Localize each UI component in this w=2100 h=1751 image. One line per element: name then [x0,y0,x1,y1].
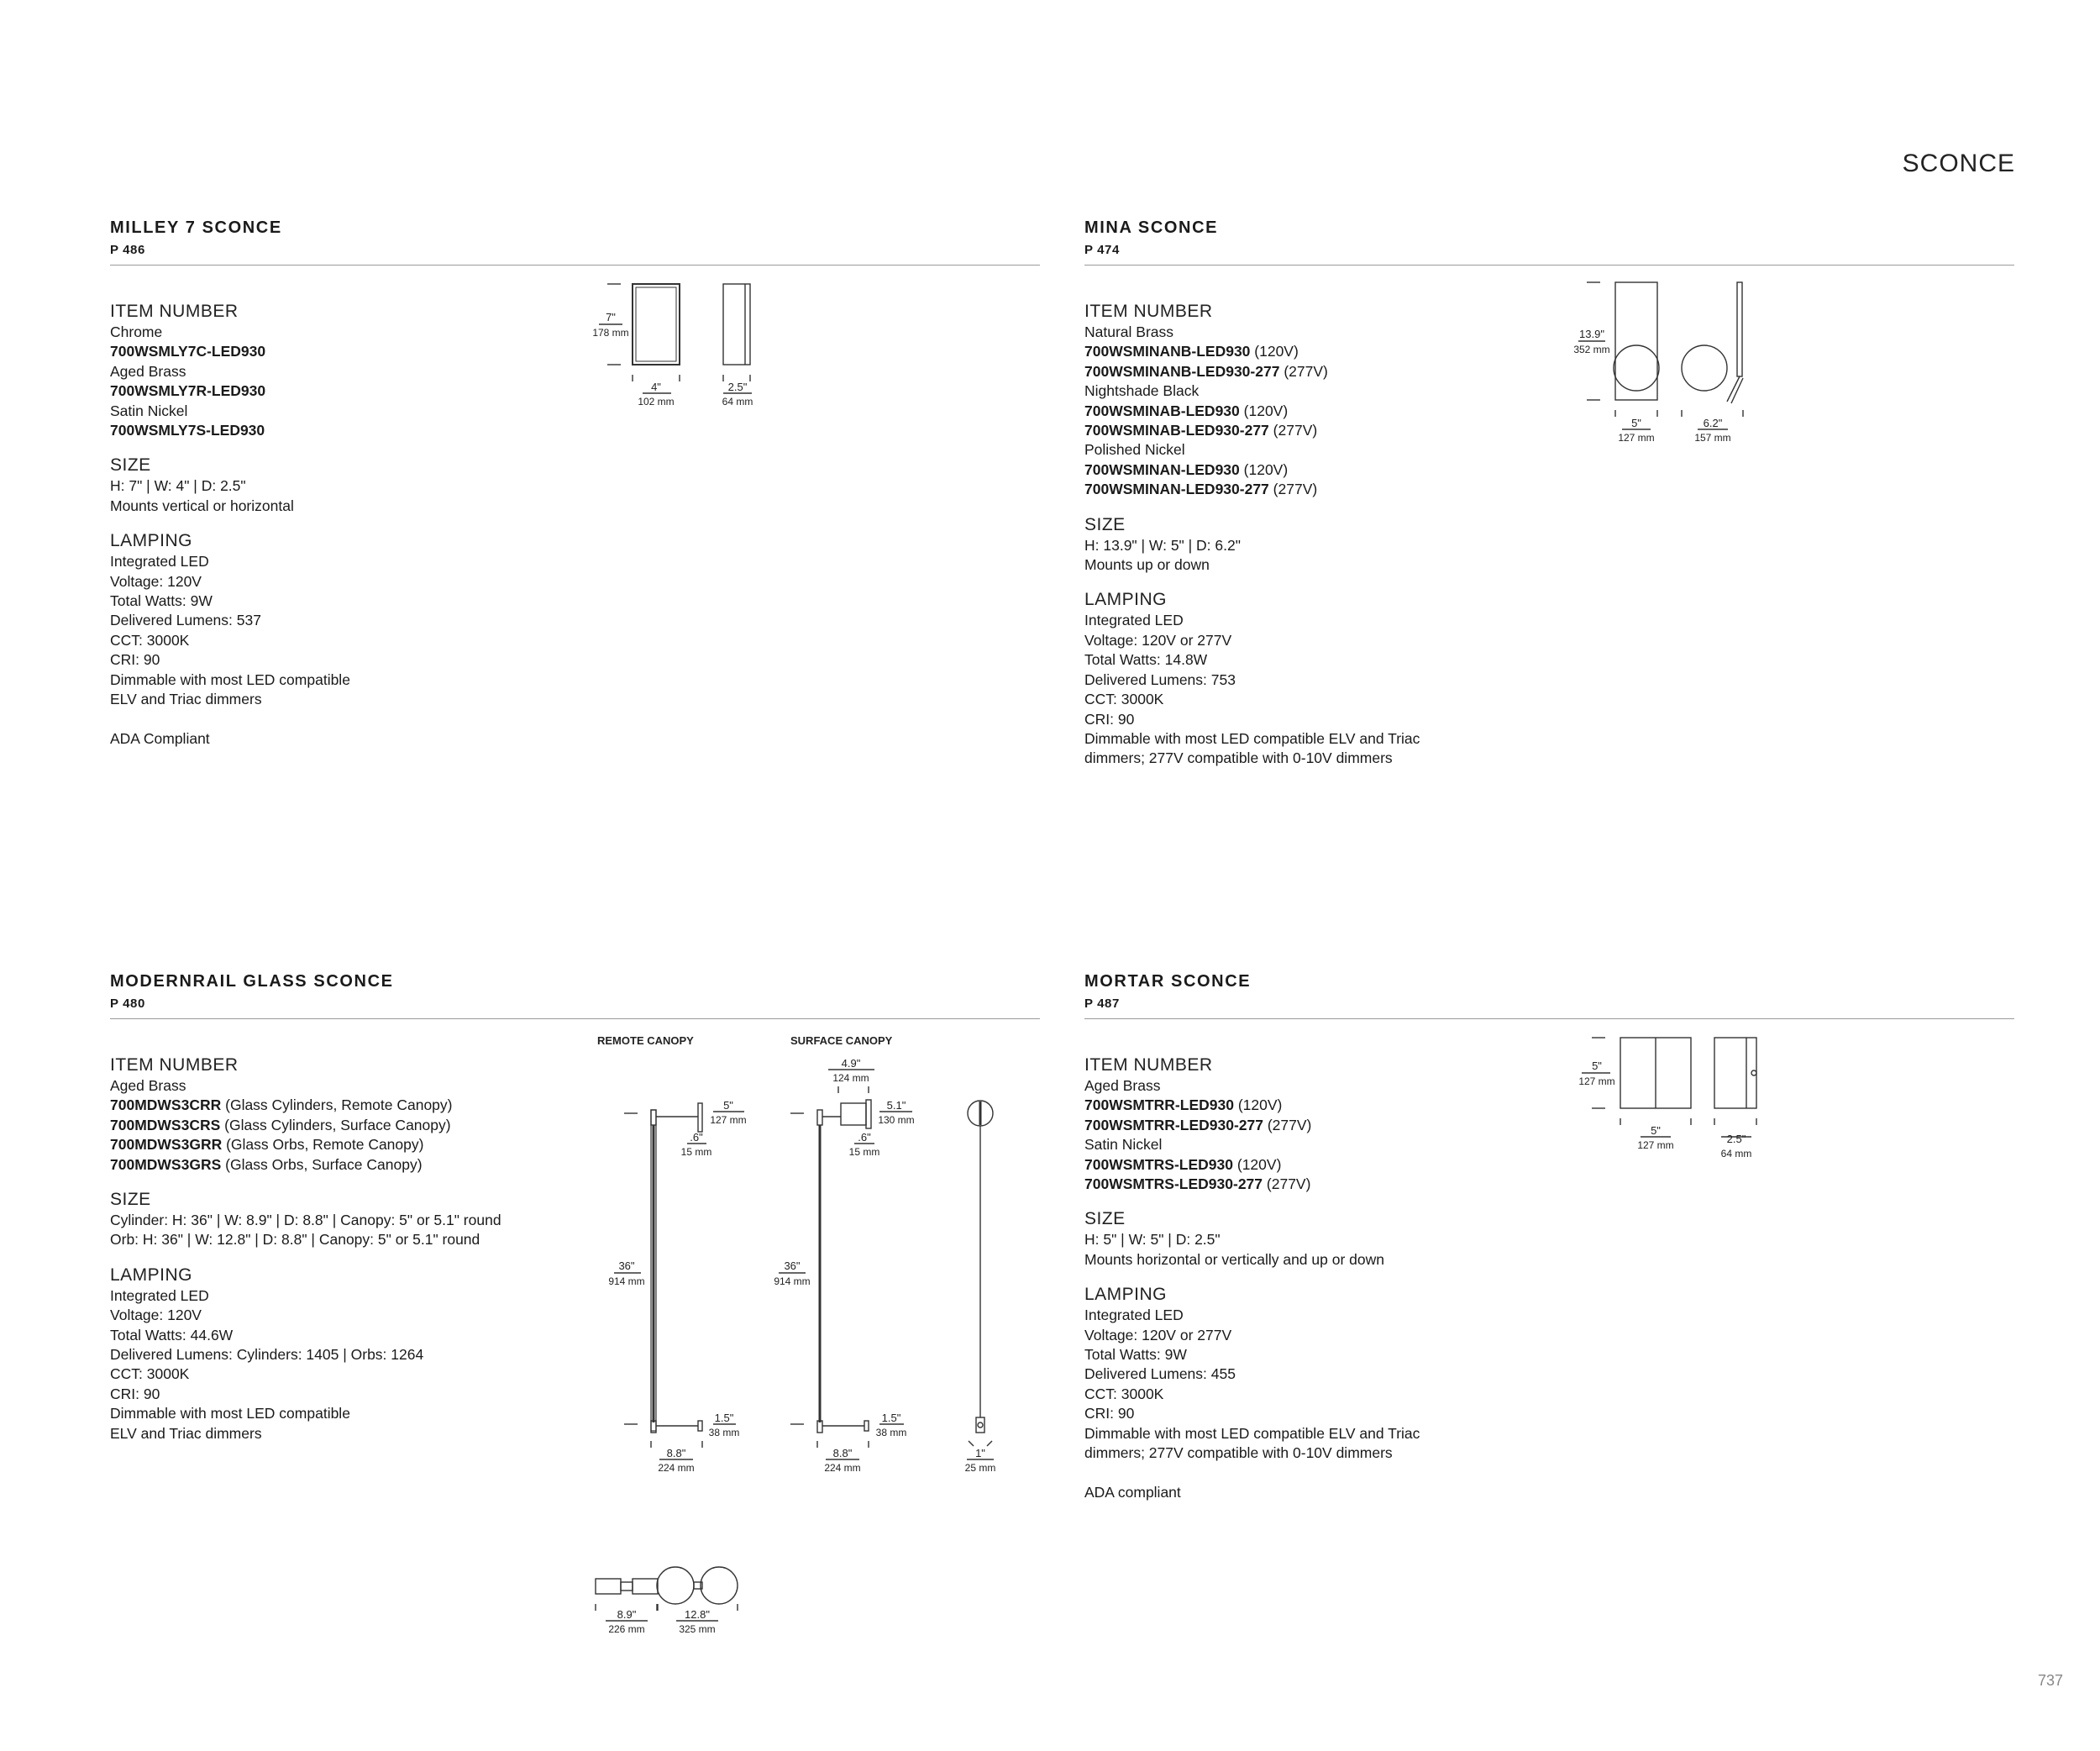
dim-bracket-mm: 38 mm [875,1427,907,1438]
dim-height: 36" [784,1259,801,1272]
dim-canopy-surface: 5.1" [886,1099,906,1112]
dim-canopy-remote-mm: 127 mm [710,1114,747,1126]
dim-height-mm: 914 mm [608,1275,645,1287]
product-header [110,970,1040,1019]
product-name: MODERNRAIL GLASS SCONCE [110,972,394,991]
dim-orb-width: 12.8" [685,1608,710,1621]
sku-code: 700WSMINAB-LED930-277 [1084,422,1269,439]
dim-height-mm: 914 mm [774,1275,811,1287]
dim-bracket: 1.5" [714,1412,734,1424]
lamping-line: Integrated LED [110,1286,209,1304]
lamping-line: Dimmable with most LED compatible [110,670,350,688]
size-line: H: 13.9" | W: 5" | D: 6.2" [1084,536,1241,554]
sku-note: (120V) [1243,402,1289,419]
lamping-line: Delivered Lumens: 753 [1084,670,1236,688]
lamping-line: Integrated LED [1084,1307,1184,1324]
lamping-line: CCT: 3000K [1084,691,1164,708]
dimension-drawing [589,1029,1059,1635]
spacer [110,710,631,729]
sku-code: 700WSMLY7S-LED930 [110,422,265,439]
finish-name: Satin Nickel [1084,1136,1163,1154]
dimension-drawing [1563,276,1782,473]
dim-width-mm: 102 mm [638,396,675,408]
size-line: Mounts up or down [1084,556,1210,574]
lamping-line: Integrated LED [110,553,209,571]
remote-canopy-label: REMOTE CANOPY [597,1034,694,1047]
dim-depth-mm: 64 mm [1720,1148,1752,1159]
dim-rod-mm: 25 mm [964,1462,996,1474]
lamping-line: dimmers; 277V compatible with 0-10V dimmers [1084,749,1393,767]
sku-line [1084,1096,1605,1115]
sku-code: 700MDWS3CRR [110,1096,222,1114]
lamping-line: CCT: 3000K [110,631,190,649]
finish-name: Aged Brass [110,362,186,380]
compliance-note: ADA compliant [1084,1483,1181,1501]
lamping-line: Voltage: 120V or 277V [1084,631,1232,649]
dim-depth: 8.8" [666,1447,686,1459]
item-number-label: ITEM NUMBER [1084,302,1213,321]
product-modernrail [110,970,1040,1635]
lamping-line: Total Watts: 9W [110,592,213,610]
size-label: SIZE [1084,1209,1126,1229]
sku-note: (277V) [1267,1116,1312,1133]
lamping-line: Dimmable with most LED compatible ELV and Triac [1084,1424,1420,1442]
product-name: MINA SCONCE [1084,218,1219,237]
dim-rod: 1" [975,1447,985,1459]
product-specs [110,1054,631,1443]
item-number-label: ITEM NUMBER [110,302,239,321]
dim-canopy-surface-w-mm: 124 mm [832,1072,869,1084]
sku-note: (120V) [1243,460,1289,478]
lamping-line: Total Watts: 14.8W [1084,651,1208,669]
sku-code: 700WSMLY7C-LED930 [110,343,266,360]
product-header [1084,970,2014,1019]
lamping-label: LAMPING [110,1265,193,1285]
sku-note: (277V) [1284,362,1328,380]
finish-name: Natural Brass [1084,323,1174,340]
lamping-line: Voltage: 120V [110,1307,202,1324]
lamping-label: LAMPING [110,531,193,551]
sku-code: 700WSMINAN-LED930 [1084,460,1240,478]
lamping-line: CRI: 90 [1084,710,1135,728]
lamping-line: Delivered Lumens: 455 [1084,1365,1236,1383]
dim-height: 13.9" [1579,328,1604,340]
size-line: Mounts horizontal or vertically and up or down [1084,1250,1384,1268]
lamping-line: Dimmable with most LED compatible [110,1405,350,1422]
dim-depth: 2.5" [727,381,748,393]
lamping-line: ELV and Triac dimmers [110,1424,262,1442]
sku-line [110,381,631,401]
dim-offset-mm: 15 mm [848,1146,880,1158]
finish-name: Satin Nickel [110,402,188,419]
sku-line [1084,460,1605,480]
spacer [1084,1464,1605,1483]
sku-note: (277V) [1273,422,1318,439]
sku-line [110,342,631,361]
product-name: MILLEY 7 SCONCE [110,218,282,237]
sku-note: (277V) [1266,1175,1311,1193]
product-mortar [1084,970,2014,1501]
lamping-line: Delivered Lumens: Cylinders: 1405 | Orbs: 1264 [110,1346,424,1364]
sku-line [1084,1155,1605,1175]
dim-height: 5" [1592,1060,1602,1072]
finish-name: Aged Brass [1084,1077,1161,1094]
dim-offset: .6" [858,1131,871,1144]
dim-canopy-surface-w: 4.9" [841,1057,861,1070]
page-reference: P 487 [1084,996,1120,1011]
surface-canopy-label: SURFACE CANOPY [790,1034,893,1047]
dim-depth: 8.8" [832,1447,853,1459]
product-header [110,217,1040,266]
dimension-drawing [589,276,790,427]
sku-note: (120V) [1254,343,1299,360]
dim-height: 7" [606,311,616,323]
item-number-label: ITEM NUMBER [110,1055,239,1075]
size-line: Orb: H: 36" | W: 12.8" | D: 8.8" | Canopy: 5" or 5.1" round [110,1231,480,1249]
product-mina [1084,217,2014,767]
item-number-label: ITEM NUMBER [1084,1055,1213,1075]
sku-code: 700WSMTRR-LED930 [1084,1096,1234,1114]
lamping-label: LAMPING [1084,1285,1168,1305]
lamping-line: CRI: 90 [110,1385,160,1402]
sku-note: (Glass Orbs, Surface Canopy) [225,1155,423,1173]
dim-height: 36" [618,1259,635,1272]
sku-line [110,1135,631,1154]
lamping-line: dimmers; 277V compatible with 0-10V dimmers [1084,1444,1393,1462]
page-reference: P 474 [1084,243,1120,257]
lamping-line: Voltage: 120V or 277V [1084,1326,1232,1343]
sku-code: 700MDWS3GRS [110,1155,222,1173]
sku-code: 700WSMINAN-LED930-277 [1084,481,1269,498]
sku-line [110,1096,631,1115]
sku-line [110,1116,631,1135]
lamping-line: Dimmable with most LED compatible ELV and Triac [1084,729,1420,747]
sku-line [1084,1116,1605,1135]
size-line: H: 5" | W: 5" | D: 2.5" [1084,1231,1221,1249]
dim-bracket: 1.5" [881,1412,901,1424]
sku-line [1084,480,1605,499]
product-header [1084,217,2014,266]
sku-code: 700WSMINAB-LED930 [1084,402,1240,419]
sku-code: 700WSMLY7R-LED930 [110,382,266,400]
sku-code: 700MDWS3CRS [110,1116,221,1133]
sku-line [1084,421,1605,440]
size-line: Mounts vertical or horizontal [110,497,294,514]
dim-depth-mm: 157 mm [1694,432,1731,444]
dim-height-mm: 352 mm [1573,344,1610,355]
dim-offset: .6" [690,1131,703,1144]
dim-depth: 2.5" [1726,1133,1746,1145]
dim-width-mm: 127 mm [1637,1139,1674,1151]
lamping-line: CRI: 90 [110,651,160,669]
dim-offset-mm: 15 mm [680,1146,712,1158]
dim-depth-mm: 64 mm [722,396,753,408]
compliance-note: ADA Compliant [110,729,210,747]
lamping-line: ELV and Triac dimmers [110,691,262,708]
sku-code: 700WSMTRS-LED930-277 [1084,1175,1263,1193]
dim-cylinder-width: 8.9" [617,1608,637,1621]
dim-bracket-mm: 38 mm [708,1427,740,1438]
sku-note: (Glass Orbs, Remote Canopy) [226,1136,424,1154]
lamping-line: Voltage: 120V [110,572,202,590]
page-number: 737 [2037,1672,2063,1689]
lamping-line: CRI: 90 [1084,1405,1135,1422]
sku-line [1084,402,1605,421]
dim-width: 5" [1631,417,1641,429]
sku-line [1084,342,1605,361]
lamping-line: CCT: 3000K [110,1365,190,1383]
dim-depth: 6.2" [1703,417,1723,429]
lamping-line: Integrated LED [1084,612,1184,629]
sku-note: (Glass Cylinders, Remote Canopy) [225,1096,453,1114]
dim-depth-mm: 224 mm [658,1462,695,1474]
page-reference: P 486 [110,243,145,257]
product-specs [1084,1054,1605,1502]
sku-code: 700WSMTRS-LED930 [1084,1155,1233,1173]
product-specs [1084,301,1605,769]
product-specs [110,301,631,749]
dim-height-mm: 178 mm [592,327,629,339]
finish-name: Polished Nickel [1084,441,1185,459]
dimension-drawing [1563,1029,1782,1185]
dim-width: 5" [1651,1124,1661,1137]
dim-canopy-remote: 5" [723,1099,733,1112]
size-line: H: 7" | W: 4" | D: 2.5" [110,477,246,495]
page-reference: P 480 [110,996,145,1011]
size-line: Cylinder: H: 36" | W: 8.9" | D: 8.8" | Canopy: 5" or 5.1" round [110,1212,501,1229]
sku-note: (120V) [1237,1096,1283,1114]
sku-code: 700MDWS3GRR [110,1136,223,1154]
sku-line [1084,1175,1605,1194]
product-name: MORTAR SCONCE [1084,972,1252,991]
finish-name: Nightshade Black [1084,382,1200,400]
dim-orb-width-mm: 325 mm [679,1623,716,1635]
lamping-line: CCT: 3000K [1084,1385,1164,1402]
sku-code: 700WSMINANB-LED930-277 [1084,362,1280,380]
dim-canopy-surface-mm: 130 mm [878,1114,915,1126]
size-label: SIZE [110,1190,151,1210]
dim-depth-mm: 224 mm [824,1462,861,1474]
lamping-label: LAMPING [1084,590,1168,610]
sku-line [110,1155,631,1175]
lamping-line: Total Watts: 9W [1084,1346,1187,1364]
section-title: SCONCE [1902,150,2015,177]
dim-width-mm: 127 mm [1618,432,1655,444]
product-milley-7 [110,217,1040,747]
sku-note: (120V) [1236,1155,1282,1173]
lamping-line: Total Watts: 44.6W [110,1326,234,1343]
size-label: SIZE [110,455,151,476]
sku-line [110,421,631,440]
sku-code: 700WSMTRR-LED930-277 [1084,1116,1263,1133]
finish-name: Chrome [110,323,163,340]
dim-cylinder-width-mm: 226 mm [608,1623,645,1635]
lamping-line: Delivered Lumens: 537 [110,612,261,629]
sku-line [1084,362,1605,381]
finish-name: Aged Brass [110,1077,186,1094]
sku-note: (Glass Cylinders, Surface Canopy) [224,1116,451,1133]
dim-width: 4" [651,381,661,393]
size-label: SIZE [1084,514,1126,534]
sku-code: 700WSMINANB-LED930 [1084,343,1251,360]
sku-note: (277V) [1273,481,1318,498]
dim-height-mm: 127 mm [1578,1075,1615,1087]
